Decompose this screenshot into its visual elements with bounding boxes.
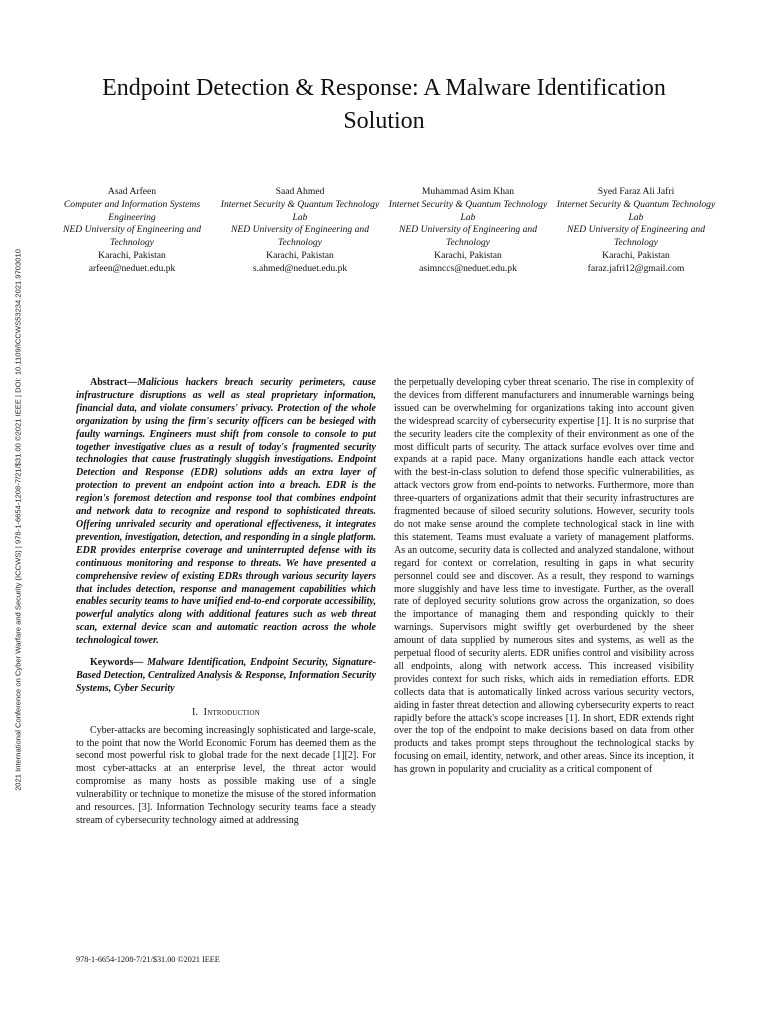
section-heading bbox=[76, 707, 376, 720]
author-email[interactable]: arfeen@neduet.edu.pk bbox=[88, 262, 176, 274]
author-location: Karachi, Pakistan bbox=[602, 249, 670, 261]
author-affiliation: Internet Security & Quantum Technology Lab bbox=[388, 198, 548, 223]
abstract bbox=[76, 377, 376, 648]
author-list bbox=[52, 186, 716, 276]
author-name: Muhammad Asim Khan bbox=[421, 186, 515, 197]
author-email[interactable]: asimnccs@neduet.edu.pk bbox=[419, 262, 517, 274]
paper-title: Endpoint Detection & Response: A Malware Identification Solution bbox=[102, 75, 666, 134]
conference-doi-banner: 2021 International Conference on Cyber Warfare and Security (ICCWS) | 978-1-6654-1208-7/21/$31.00 ©2021 IEEE | DOI: 10.1109/ICCWS53234.2021.9703010 bbox=[13, 249, 23, 791]
author-block bbox=[52, 186, 212, 276]
abstract-label: Abstract— bbox=[90, 377, 138, 388]
abstract-text: Malicious hackers breach security perimeters, cause infrastructure disruptions as well as steal proprietary information, financial data, and violate consumers' privacy. Protection of the whole organization by using the firm's security officers can be besieged with faulty warnings. Engineers must shift from console to console to put together investigative clues as a result of today's fragmented security technologies that cause frustratingly sluggish investigations. Endpoint Detection and Response (EDR) solutions adds an extra layer of protection to prevent an endpoint action into a breach. EDR is the region's foremost detection and response tool that combines endpoint and network data to recognize and respond to sophisticated threats. Offering unrivaled security and operational effectiveness, it integrates prevention, investigation, detection, and responding in a single platform. EDR provides enterprise coverage and uninterrupted defense with its continuous monitoring and response to threats. We have presented a comprehensive review of existing EDRs through various security layers that includes detection, response and management capabilities which enables security teams to have unified end-to-end corporate accessibility, powerful analytics along with additional features such as web threat scan, external device scan and automatic reaction across the whole technological tower. bbox=[76, 377, 376, 647]
keywords-text: Malware Identification, Endpoint Security, Signature-Based Detection, Centralized Analysis & Response, Information Security Systems, Cyber Security bbox=[76, 657, 376, 694]
intro-paragraph-left: Cyber-attacks are becoming increasingly sophisticated and large-scale, to the point that now the World Economic Forum has deemed them as the second most powerful risk to global trade for the next decade [1][2]. For most cyber-attacks at an enterprise level, the threat actor would compromise as many hosts as possible making use of a single vulnerability or technique to monetize the misuse of the stored information and resources. [3]. Information Technology security teams face a steady stream of cybersecurity technology aimed at addressing bbox=[76, 724, 376, 826]
author-location: Karachi, Pakistan bbox=[434, 249, 502, 261]
section-number: I. bbox=[192, 706, 199, 718]
author-block bbox=[220, 186, 380, 276]
left-column bbox=[76, 377, 376, 828]
copyright-footer: 978-1-6654-1208-7/21/$31.00 ©2021 IEEE bbox=[76, 955, 220, 964]
author-affiliation: Internet Security & Quantum Technology Lab bbox=[556, 198, 716, 223]
author-institution: NED University of Engineering and Technology bbox=[62, 224, 202, 249]
author-name: Saad Ahmed bbox=[275, 186, 325, 197]
author-block bbox=[556, 186, 716, 276]
author-institution: NED University of Engineering and Technology bbox=[566, 224, 706, 249]
author-affiliation: Internet Security & Quantum Technology Lab bbox=[220, 198, 380, 223]
author-institution: NED University of Engineering and Technology bbox=[398, 224, 538, 249]
right-column bbox=[394, 377, 694, 777]
author-location: Karachi, Pakistan bbox=[266, 249, 334, 261]
author-name: Asad Arfeen bbox=[107, 186, 157, 197]
author-affiliation: Computer and Information Systems Engineering bbox=[63, 198, 201, 223]
author-location: Karachi, Pakistan bbox=[98, 249, 166, 261]
section-title: Introduction bbox=[203, 706, 260, 718]
author-block bbox=[388, 186, 548, 276]
author-email[interactable]: s.ahmed@neduet.edu.pk bbox=[252, 262, 348, 274]
intro-paragraph-right: the perpetually developing cyber threat scenario. The rise in complexity of the devices from different manufacturers and innumerable warnings being issued can be overwhelming for organizations taking into account given the widespread scarcity of cybersecurity expertise [1]. It is no surprise that the security leaders cite the complexity of their environment as one of the most difficult parts of security. The attack surface evolves over time and expands at a rapid pace. Many organizations handle each attack vector with the best-in-class solution to defend those specific vulnerabilities, as attack vectors grow from end-points to networks. Furthermore, more than three-quarters of organizations admit that their security infrastructures are fragmented because of siloed security solutions. However, security tools do not make sense around the complete technological stack in line with this statement. Teams must evaluate a variety of management platforms. As an outcome, security data is collected and analyzed standalone, without regard for context or correlation, resulting in gaps in what security personnel could see and discover. As a result, they respond to warnings more sluggishly and have less time to investigate. Further, as the overall rate of deployed security solutions grow across the organization, so does the importance of managing them and responding quickly to their warnings. Supervisors might swiftly get overburdened by the sheer amount of data supplied by numerous sites and systems, as well as the perpetual flood of security alerts. EDR unifies control and visibility across all endpoints, along with network access. This increased visibility provides context for such risks, which aids in remediation efforts. EDR collects data that is automatically linked across various security vectors, aiding in faster threat detection and allowing cybersecurity experts to react rapidly before the attack's scope increases [1]. In short, EDR extends right over the top of the endpoint to make decisions based on data from other products and takes prompt steps throughout the technological stacks by focusing on email, identity, network, and other areas. Since its inception, it has grown in popularity and cruciality as a critical component of bbox=[394, 377, 694, 776]
author-name: Syed Faraz Ali Jafri bbox=[597, 186, 675, 197]
author-email[interactable]: faraz.jafri12@gmail.com bbox=[587, 262, 685, 274]
keywords bbox=[76, 657, 376, 696]
keywords-label: Keywords— bbox=[90, 657, 144, 669]
author-institution: NED University of Engineering and Technology bbox=[230, 224, 370, 249]
